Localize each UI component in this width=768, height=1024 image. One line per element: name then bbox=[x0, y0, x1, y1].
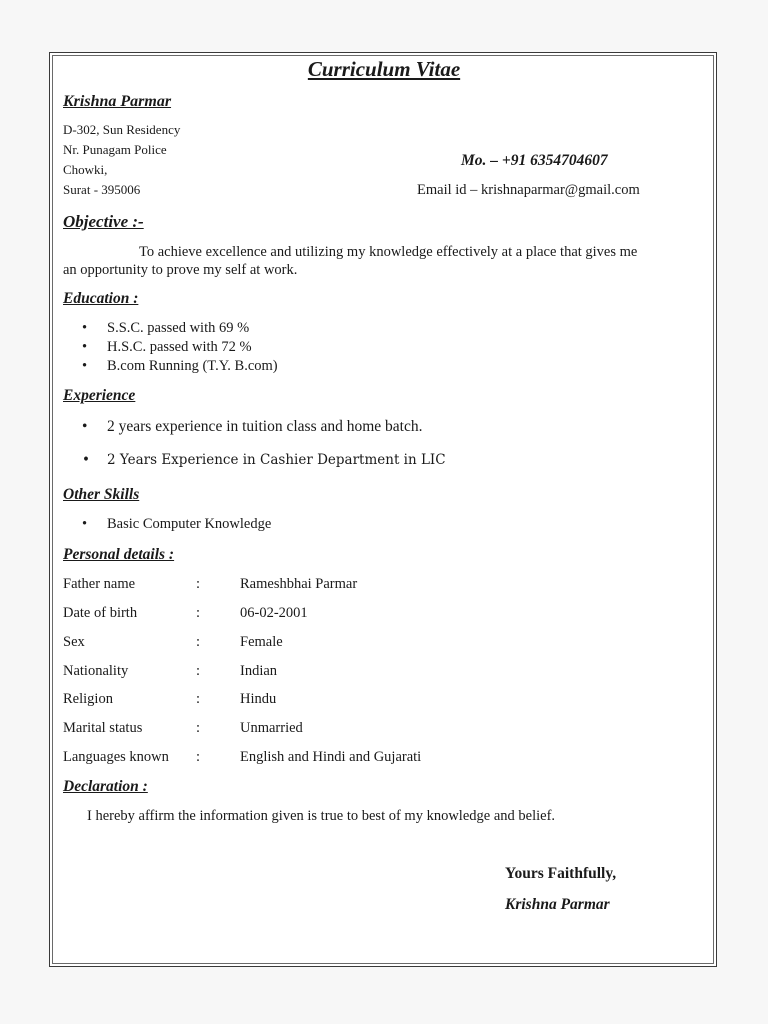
skills-heading: Other Skills bbox=[63, 486, 140, 503]
personal-label: Date of birth bbox=[63, 605, 138, 621]
personal-label: Religion bbox=[63, 691, 113, 707]
bullet-icon: • bbox=[82, 339, 88, 355]
personal-value: Female bbox=[240, 634, 283, 650]
bullet-icon: • bbox=[82, 452, 90, 468]
personal-label: Marital status bbox=[63, 720, 143, 736]
experience-heading: Experience bbox=[63, 387, 136, 404]
objective-heading: Objective :- bbox=[63, 212, 144, 231]
signature-name: Krishna Parmar bbox=[505, 896, 610, 913]
personal-value: Indian bbox=[240, 663, 278, 679]
personal-colon: : bbox=[196, 605, 201, 621]
bullet-icon: • bbox=[82, 320, 88, 336]
declaration-text: I hereby affirm the information given is true to best of my knowledge and belief. bbox=[87, 808, 556, 824]
personal-value: Rameshbhai Parmar bbox=[240, 576, 358, 592]
address-line-4: Surat - 395006 bbox=[63, 182, 141, 197]
experience-item: • 2 Years Experience in Cashier Department in LIC bbox=[82, 452, 446, 468]
closing-salutation: Yours Faithfully, bbox=[505, 865, 617, 882]
address-line-3: Chowki, bbox=[63, 162, 108, 177]
personal-label: Father name bbox=[63, 576, 136, 592]
email-address: Email id – krishnaparmar@gmail.com bbox=[417, 182, 640, 198]
education-item: • B.com Running (T.Y. B.com) bbox=[82, 358, 278, 374]
bullet-icon: • bbox=[82, 418, 88, 435]
education-heading: Education : bbox=[63, 290, 139, 307]
personal-value: Unmarried bbox=[240, 720, 303, 736]
mobile-number: Mo. – +91 6354704607 bbox=[461, 152, 608, 169]
objective-text-line-1: To achieve excellence and utilizing my knowledge effectively at a place that gives me bbox=[139, 244, 638, 260]
personal-colon: : bbox=[196, 720, 201, 736]
personal-label: Languages known bbox=[63, 749, 169, 765]
personal-label: Nationality bbox=[63, 663, 129, 679]
personal-value: Hindu bbox=[240, 691, 277, 707]
bullet-icon: • bbox=[82, 358, 88, 374]
skills-item: • Basic Computer Knowledge bbox=[82, 516, 272, 532]
personal-details-heading: Personal details : bbox=[63, 546, 175, 563]
personal-label: Sex bbox=[63, 634, 85, 650]
applicant-name-heading: Krishna Parmar bbox=[63, 93, 172, 110]
personal-colon: : bbox=[196, 749, 201, 765]
personal-colon: : bbox=[196, 663, 201, 679]
address-line-1: D-302, Sun Residency bbox=[63, 122, 181, 137]
personal-value: English and Hindi and Gujarati bbox=[240, 749, 422, 765]
objective-text-line-2: an opportunity to prove my self at work. bbox=[63, 262, 298, 278]
education-item: • S.S.C. passed with 69 % bbox=[82, 320, 250, 336]
address-line-2: Nr. Punagam Police bbox=[63, 142, 167, 157]
bullet-icon: • bbox=[82, 516, 88, 532]
personal-colon: : bbox=[196, 691, 201, 707]
declaration-heading: Declaration : bbox=[63, 778, 148, 795]
personal-colon: : bbox=[196, 576, 201, 592]
document-title: Curriculum Vitae bbox=[307, 57, 461, 81]
experience-item: • 2 years experience in tuition class and home batch. bbox=[82, 418, 423, 435]
education-item: • H.S.C. passed with 72 % bbox=[82, 339, 252, 355]
personal-value: 06-02-2001 bbox=[240, 605, 308, 621]
personal-colon: : bbox=[196, 634, 201, 650]
